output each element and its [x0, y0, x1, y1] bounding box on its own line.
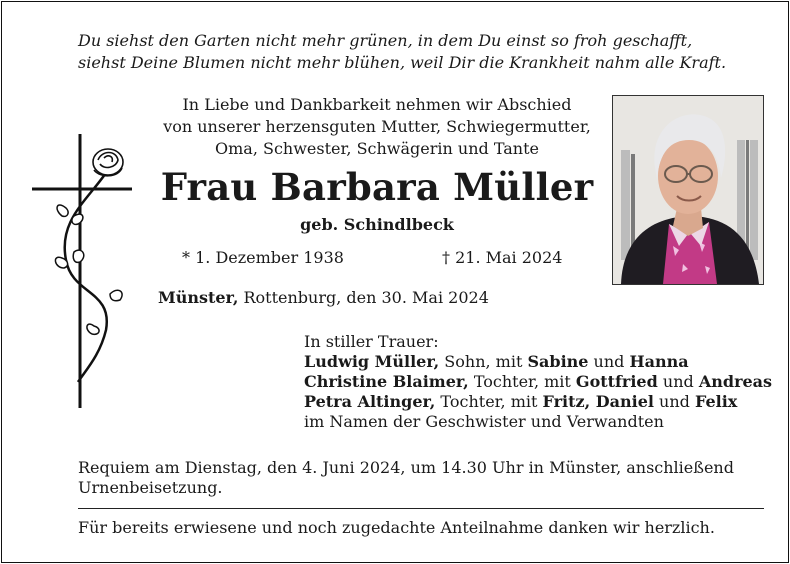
mourner-name: Fritz, Daniel	[542, 392, 654, 411]
mourner-name: Ludwig Müller,	[304, 352, 440, 371]
death-date: † 21. Mai 2024	[442, 248, 563, 267]
quote-line-2: siehst Deine Blumen nicht mehr blühen, weil Dir die Krankheit nahm alle Kraft.	[78, 53, 727, 72]
mourner-name: Hanna	[629, 352, 689, 371]
intro-line-1: In Liebe und Dankbarkeit nehmen wir Abschied	[182, 95, 572, 114]
mourner-conjunction: und	[657, 372, 699, 391]
mourner-relation: Tochter, mit	[435, 392, 543, 411]
requiem-info	[78, 458, 778, 498]
mourner-name: Petra Altinger,	[304, 392, 436, 411]
mourner-conjunction: und	[588, 352, 630, 371]
portrait-photo	[612, 95, 764, 285]
mourner-row	[304, 392, 772, 412]
quote-line-1: Du siehst den Garten nicht mehr grünen, in dem Du einst so froh geschafft,	[78, 31, 693, 50]
mourner-name: Christine Blaimer,	[304, 372, 469, 391]
mourner-relation: im Namen der Geschwister und Verwandten	[304, 412, 664, 431]
mourner-name: Andreas	[698, 372, 773, 391]
mourner-name: Felix	[694, 392, 738, 411]
intro-line-3: Oma, Schwester, Schwägerin und Tante	[215, 139, 539, 158]
mourners-block	[304, 332, 772, 432]
intro-text	[152, 94, 602, 160]
mourner-row	[304, 352, 772, 372]
place-and-date	[158, 288, 489, 307]
deceased-name: Frau Barbara Müller	[160, 165, 594, 209]
thanks-text: Für bereits erwiesene und noch zugedachte Anteilnahme danken wir herzlich.	[78, 518, 715, 537]
mourners-heading: In stiller Trauer:	[304, 332, 439, 351]
obituary-notice	[1, 1, 789, 563]
divider	[78, 508, 764, 509]
requiem-line-1: Requiem am Dienstag, den 4. Juni 2024, um 14.30 Uhr in Münster, anschließend	[78, 458, 734, 477]
mourner-relation: Tochter, mit	[468, 372, 576, 391]
mourner-name: Gottfried	[575, 372, 658, 391]
mourner-row	[304, 372, 772, 392]
mourner-conjunction: und	[653, 392, 695, 411]
place-rest: Rottenburg, den 30. Mai 2024	[238, 288, 489, 307]
cross-with-rose-icon	[28, 130, 138, 412]
place-city: Münster,	[158, 288, 239, 307]
requiem-line-2: Urnenbeisetzung.	[78, 478, 223, 497]
maiden-name: geb. Schindlbeck	[300, 215, 454, 234]
mourner-row	[304, 412, 772, 432]
mourner-relation: Sohn, mit	[439, 352, 528, 371]
memorial-quote	[78, 30, 768, 74]
intro-line-2: von unserer herzensguten Mutter, Schwiegermutter,	[163, 117, 591, 136]
birth-date: * 1. Dezember 1938	[182, 248, 344, 267]
mourner-name: Sabine	[527, 352, 589, 371]
